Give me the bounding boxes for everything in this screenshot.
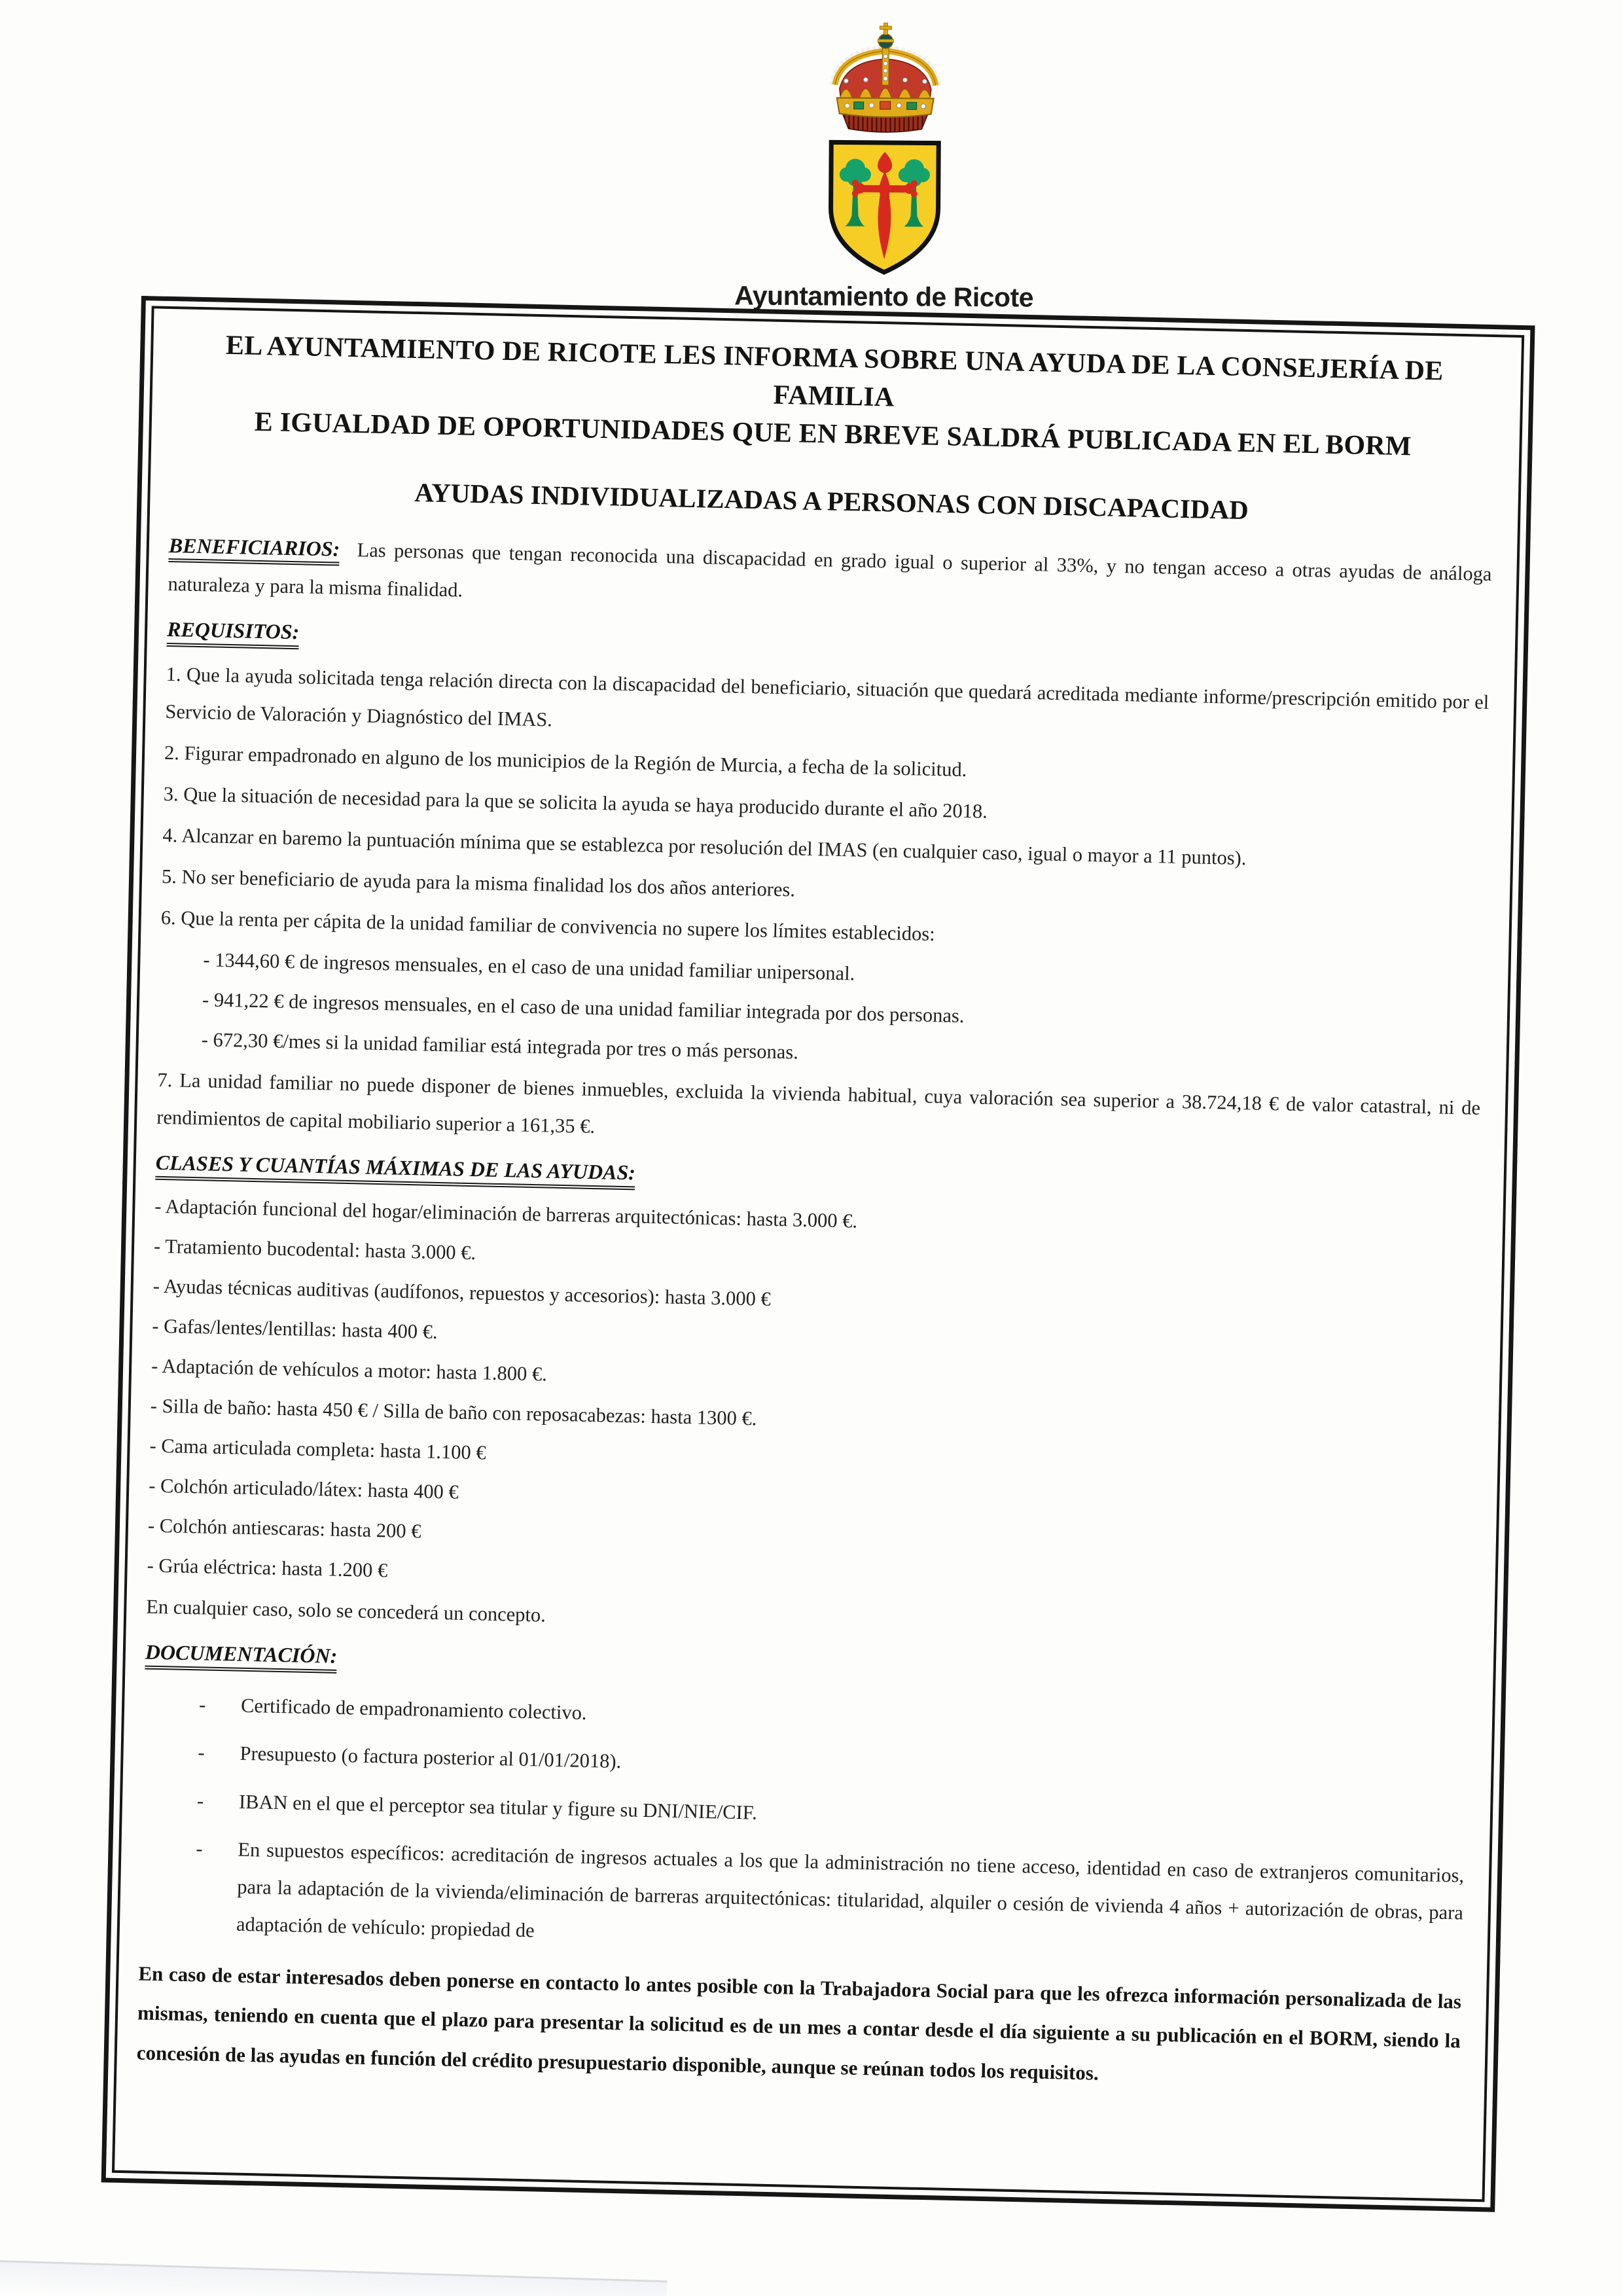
beneficiarios-heading: BENEFICIARIOS: <box>168 533 340 566</box>
org-name: Ayuntamiento de Ricote <box>734 280 1034 313</box>
dash-bullet: - <box>196 1837 204 1860</box>
clase-item-2: - Tratamiento bucodental: hasta 3.000 €. <box>153 1234 476 1265</box>
notice-title: AYUDAS INDIVIDUALIZADAS A PERSONAS CON DISCAPACIDAD <box>414 476 1249 525</box>
documentacion-heading: DOCUMENTACIÓN: <box>145 1640 337 1674</box>
headline-line-1: EL AYUNTAMIENTO DE RICOTE LES INFORMA SOBRE UNA AYUDA DE LA CONSEJERÍA DE FAMILIA <box>225 330 1444 413</box>
documentacion-item-text: Certificado de empadronamiento colectivo. <box>240 1695 587 1725</box>
crown-icon <box>831 22 939 132</box>
documentacion-item-text: En supuestos específicos: acreditación de ingresos actuales a los que la administración no tiene acceso, identidad en caso de extranjeros comunitarios, para la adaptación de la vivienda/eliminación de barreras arquitectónicas: titularidad, alquiler o cesión de vivienda 4 años + autorización de obras, para adaptación de vehículo: propiedad de <box>236 1838 1465 1941</box>
scanner-edge-artifact <box>0 2259 668 2296</box>
requisito-item-3: 3. Que la situación de necesidad para la que se solicita la ayuda se haya producido durante el año 2018. <box>163 782 988 823</box>
frame-outer-border <box>101 296 1535 2212</box>
beneficiarios-text: Las personas que tengan reconocida una discapacidad en grado igual o superior al 33%, y no tengan acceso a otras ayudas de análoga naturaleza y para la misma finalidad. <box>168 538 1492 601</box>
clase-item-9: - Colchón antiescaras: hasta 200 € <box>147 1514 421 1543</box>
requisitos-heading: REQUISITOS: <box>167 617 300 649</box>
notice-frame <box>101 296 1535 2212</box>
clase-item-1: - Adaptación funcional del hogar/eliminación de barreras arquitectónicas: hasta 3.000 €. <box>154 1194 858 1232</box>
clase-item-8: - Colchón articulado/látex: hasta 400 € <box>148 1474 459 1504</box>
dash-bullet: - <box>196 1789 204 1812</box>
documentacion-item-4 <box>139 1829 1464 1969</box>
requisito-item-2: 2. Figurar empadronado en alguno de los municipios de la Región de Murcia, a fecha de la solicitud. <box>164 741 967 781</box>
headline-line-2: E IGUALDAD DE OPORTUNIDADES QUE EN BREVE SALDRÁ PUBLICADA EN EL BORM <box>254 406 1412 462</box>
clase-item-5: - Adaptación de vehículos a motor: hasta 1.800 €. <box>151 1354 548 1386</box>
frame-inner-border <box>112 306 1524 2202</box>
documentacion-item-text: IBAN en el que el perceptor sea titular y figure su DNI/NIE/CIF. <box>238 1790 758 1824</box>
requisito-item-1: 1. Que la ayuda solicitada tenga relación directa con la discapacidad del beneficiario, situación que quedará acreditada mediante informe/prescripción emitido por el Servicio de Valoración y Diagnóstico del IMAS. <box>165 662 1489 731</box>
dash-bullet: - <box>198 1741 205 1765</box>
clase-item-7: - Cama articulada completa: hasta 1.100 € <box>149 1434 486 1464</box>
ricote-coat-of-arms-icon <box>819 22 952 278</box>
clase-item-6: - Silla de baño: hasta 450 € / Silla de baño con reposacabezas: hasta 1300 €. <box>150 1394 757 1430</box>
income-limit-3: - 672,30 €/mes si la unidad familiar está integrada por tres o más personas. <box>201 1028 799 1064</box>
clase-item-10: - Grúa eléctrica: hasta 1.200 € <box>147 1554 388 1582</box>
clase-item-4: - Gafas/lentes/lentillas: hasta 400 €. <box>152 1314 438 1344</box>
shield-icon <box>830 142 938 272</box>
clases-note: En cualquier caso, solo se concederá un concepto. <box>145 1596 546 1627</box>
requisito-item-6: 6. Que la renta per cápita de la unidad familiar de convivencia no supere los límites establecidos: <box>160 906 936 945</box>
closing-paragraph: En caso de estar interesados deben ponerse en contacto lo antes posible con la Trabajadora Social para que les ofrezca información personalizada de las mismas, teniendo en cuenta que el plazo para presentar la solicitud es de un mes a contar desde el día siguiente a su publicación en el BORM, siendo la concesión de las ayudas en función del crédito presupuestario disponible, aunque se reúnan todos los requisitos. <box>136 1962 1462 2085</box>
documentacion-item-text: Presupuesto (o factura posterior al 01/01/2018). <box>240 1742 622 1773</box>
letterhead <box>734 22 1034 314</box>
clase-item-3: - Ayudas técnicas auditivas (audífonos, repuestos y accesorios): hasta 3.000 € <box>152 1274 772 1310</box>
dash-bullet: - <box>198 1693 206 1717</box>
income-limit-2: - 941,22 € de ingresos mensuales, en el caso de una unidad familiar integrada por dos personas. <box>202 988 965 1027</box>
requisito-item-4: 4. Alcanzar en baremo la puntuación mínima que se establezca por resolución del IMAS (en cualquier caso, igual o mayor a 11 puntos). <box>162 823 1247 869</box>
income-limit-1: - 1344,60 € de ingresos mensuales, en el caso de una unidad familiar unipersonal. <box>203 948 855 985</box>
notice-headline <box>171 326 1496 468</box>
requisito-item-5: 5. No ser beneficiario de ayuda para la misma finalidad los dos años anteriores. <box>161 865 796 901</box>
clases-heading: CLASES Y CUANTÍAS MÁXIMAS DE LAS AYUDAS: <box>155 1151 635 1191</box>
requisito-item-7: 7. La unidad familiar no puede disponer de bienes inmuebles, excluida la vivienda habitual, cuya valoración sea superior a 38.724,18 € de valor catastral, ni de rendimientos de capital mobiliario superior a 161,35 €. <box>156 1068 1481 1138</box>
